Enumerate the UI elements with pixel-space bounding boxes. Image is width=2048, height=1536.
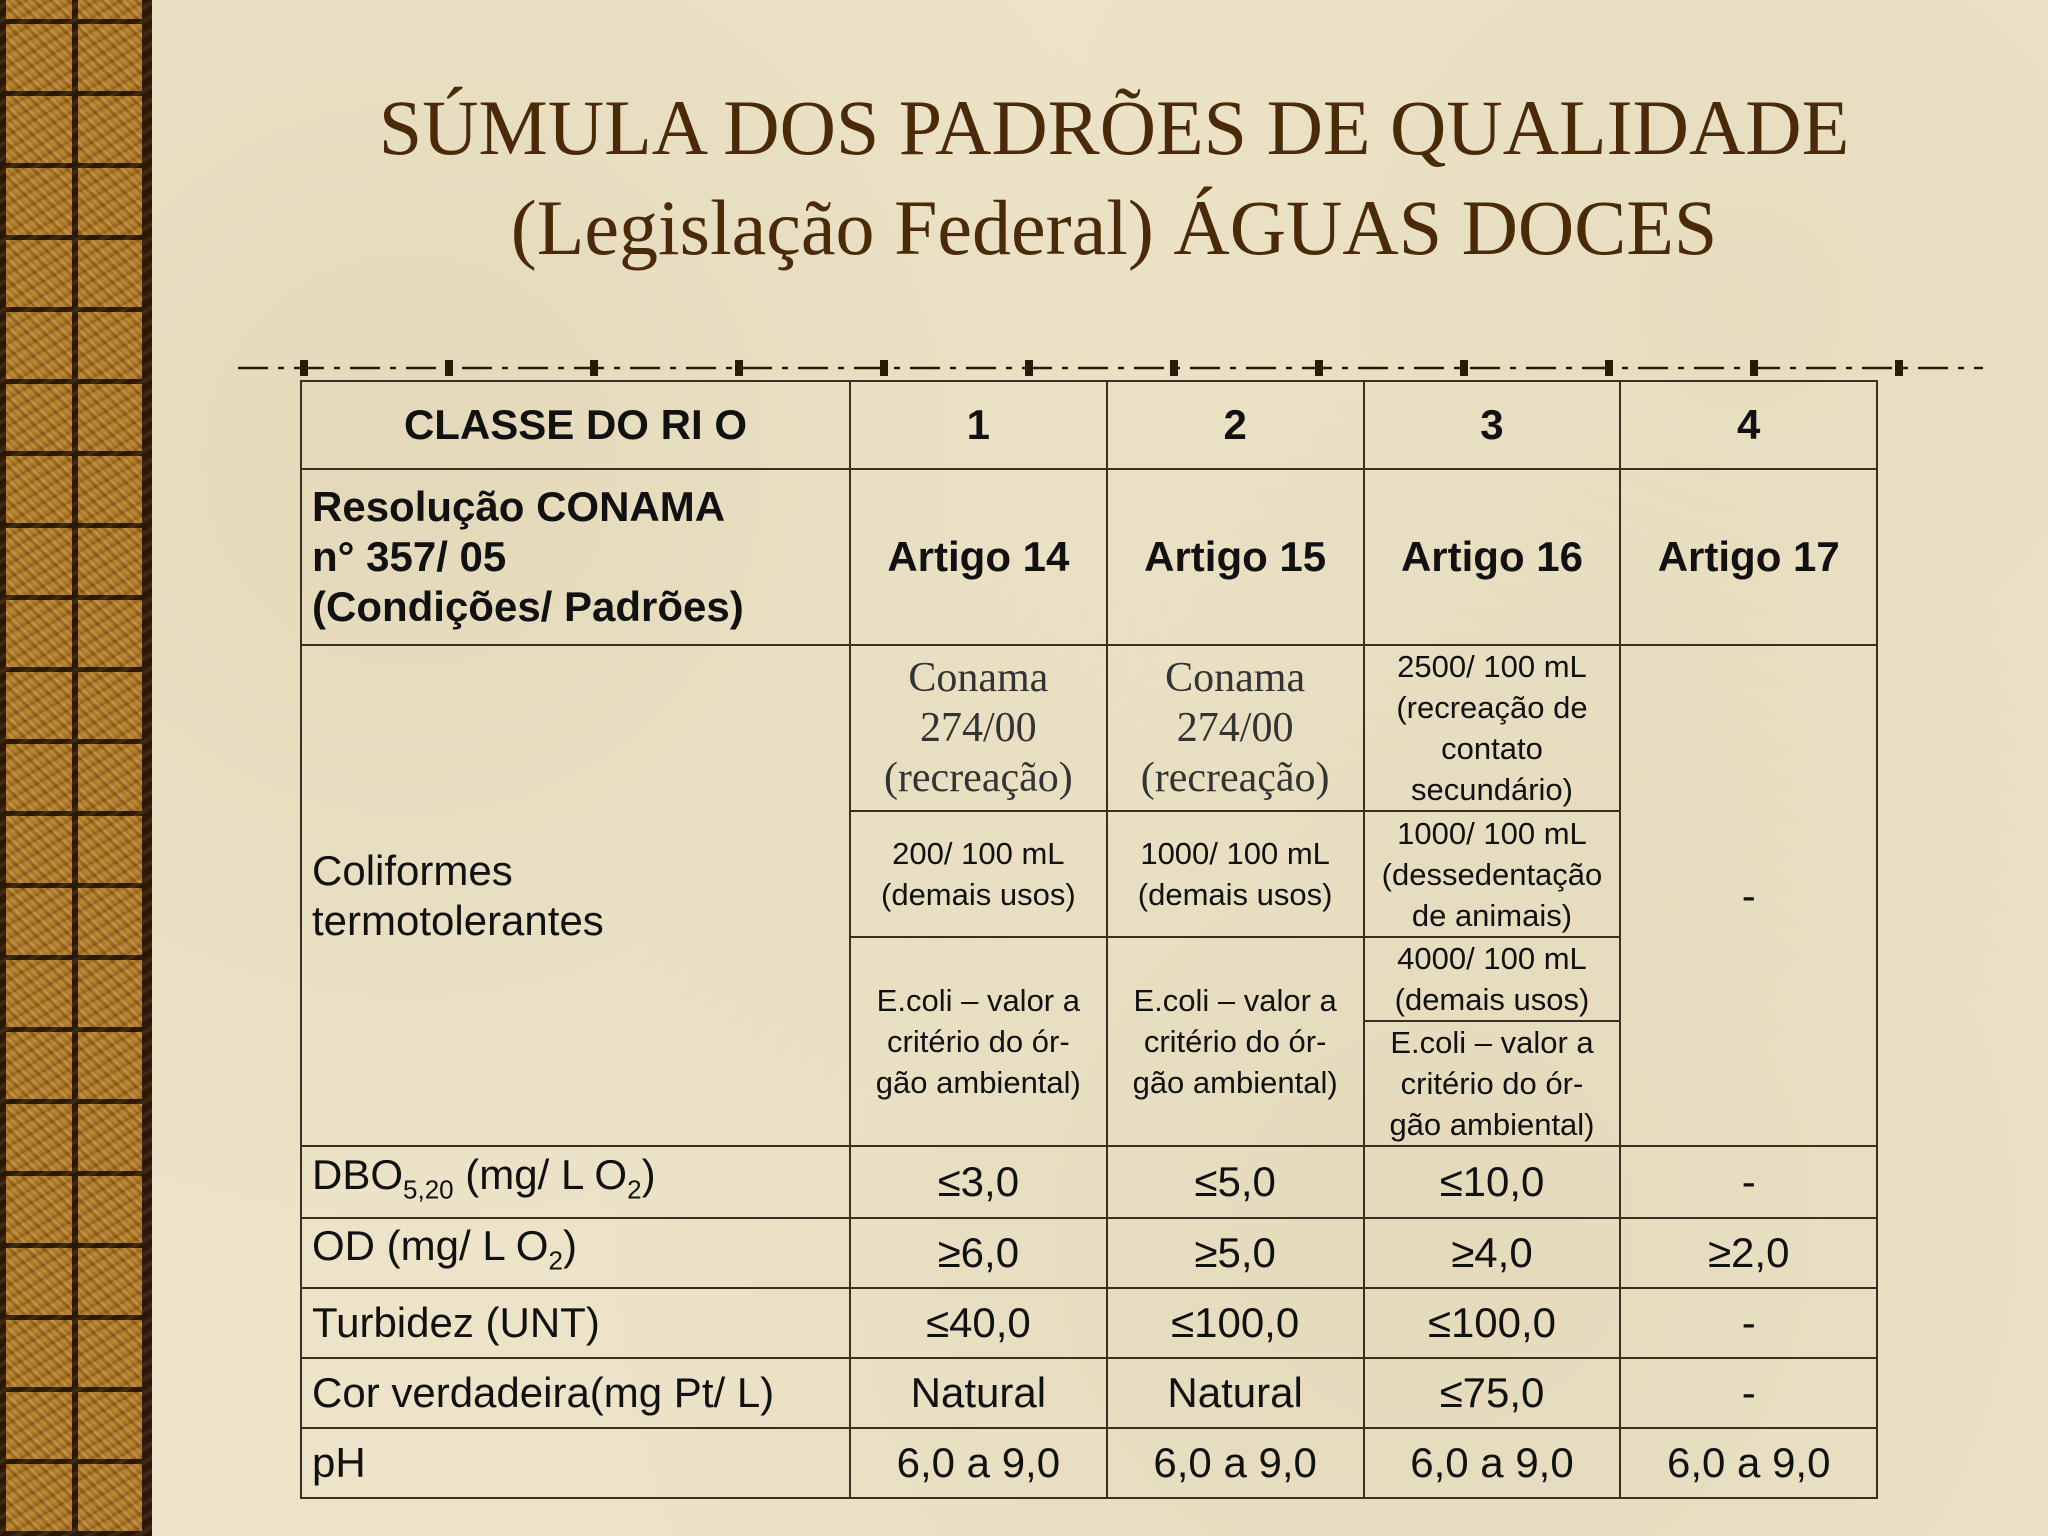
coli-c3-recreacao: 2500/ 100 mL (recreação de contato secundário)	[1364, 645, 1621, 811]
dbo-class-4: -	[1620, 1146, 1877, 1218]
turbidez-class-1: ≤40,0	[850, 1288, 1107, 1358]
water-quality-table	[300, 380, 1878, 1499]
coliformes-label-cell: Coliformes termotolerantes	[301, 645, 850, 1146]
title-line-2: (Legislação Federal) ÁGUAS DOCES	[510, 184, 1718, 271]
dbo-class-3: ≤10,0	[1364, 1146, 1621, 1218]
article-17: Artigo 17	[1620, 469, 1877, 645]
turbidez-class-4: -	[1620, 1288, 1877, 1358]
od-class-2: ≥5,0	[1107, 1218, 1364, 1288]
header-row	[301, 381, 1877, 469]
article-14: Artigo 14	[850, 469, 1107, 645]
coli-c3-demais: 4000/ 100 mL (demais usos)	[1364, 937, 1621, 1021]
cor-row	[301, 1358, 1877, 1428]
coli-c3-ecoli: E.coli – valor a critério do ór- gão ambiental)	[1364, 1021, 1621, 1146]
coli-c2-ecoli: E.coli – valor a critério do ór- gão ambiental)	[1107, 937, 1364, 1146]
cor-label: Cor verdadeira(mg Pt/ L)	[301, 1358, 850, 1428]
resolution-label-cell: Resolução CONAMA n° 357/ 05 (Condições/ Padrões)	[301, 469, 850, 645]
coli-c1-recreacao: Conama 274/00 (recreação)	[850, 645, 1107, 811]
coli-c1-ecoli: E.coli – valor a critério do ór- gão ambiental)	[850, 937, 1107, 1146]
ph-class-1: 6,0 a 9,0	[850, 1428, 1107, 1498]
ph-class-4: 6,0 a 9,0	[1620, 1428, 1877, 1498]
slide-title	[180, 78, 2048, 278]
turbidez-class-2: ≤100,0	[1107, 1288, 1364, 1358]
coli-c2-recreacao: Conama 274/00 (recreação)	[1107, 645, 1364, 811]
header-class-4: 4	[1620, 381, 1877, 469]
dbo-class-1: ≤3,0	[850, 1146, 1107, 1218]
turbidez-class-3: ≤100,0	[1364, 1288, 1621, 1358]
coli-c2-demais: 1000/ 100 mL (demais usos)	[1107, 811, 1364, 937]
ph-label: pH	[301, 1428, 850, 1498]
coli-c1-demais: 200/ 100 mL (demais usos)	[850, 811, 1107, 937]
header-class-2: 2	[1107, 381, 1364, 469]
od-class-3: ≥4,0	[1364, 1218, 1621, 1288]
od-label: OD (mg/ L $O_2$)	[301, 1218, 850, 1288]
dbo-row	[301, 1146, 1877, 1218]
od-class-4: ≥2,0	[1620, 1218, 1877, 1288]
coliformes-row-a	[301, 645, 1877, 811]
turbidez-label: Turbidez (UNT)	[301, 1288, 850, 1358]
header-class-1: 1	[850, 381, 1107, 469]
header-class-3: 3	[1364, 381, 1621, 469]
resolution-row	[301, 469, 1877, 645]
article-16: Artigo 16	[1364, 469, 1621, 645]
od-class-1: ≥6,0	[850, 1218, 1107, 1288]
dbo-label: $DBO_{5,20}$ (mg/ L $O_2$)	[301, 1146, 850, 1218]
ph-class-2: 6,0 a 9,0	[1107, 1428, 1364, 1498]
cor-class-4: -	[1620, 1358, 1877, 1428]
ph-class-3: 6,0 a 9,0	[1364, 1428, 1621, 1498]
decorative-side-strip	[0, 0, 152, 1536]
cor-class-2: Natural	[1107, 1358, 1364, 1428]
od-row	[301, 1218, 1877, 1288]
article-15: Artigo 15	[1107, 469, 1364, 645]
dashed-divider	[238, 358, 1983, 378]
header-label-cell: CLASSE DO RI O	[301, 381, 850, 469]
title-line-1: SÚMULA DOS PADRÕES DE QUALIDADE	[378, 84, 1850, 171]
cor-class-1: Natural	[850, 1358, 1107, 1428]
ph-row	[301, 1428, 1877, 1498]
coli-c4-dash: -	[1620, 645, 1877, 1146]
cor-class-3: ≤75,0	[1364, 1358, 1621, 1428]
dbo-class-2: ≤5,0	[1107, 1146, 1364, 1218]
coli-c3-dessedentacao: 1000/ 100 mL (dessedentação de animais)	[1364, 811, 1621, 937]
turbidez-row	[301, 1288, 1877, 1358]
